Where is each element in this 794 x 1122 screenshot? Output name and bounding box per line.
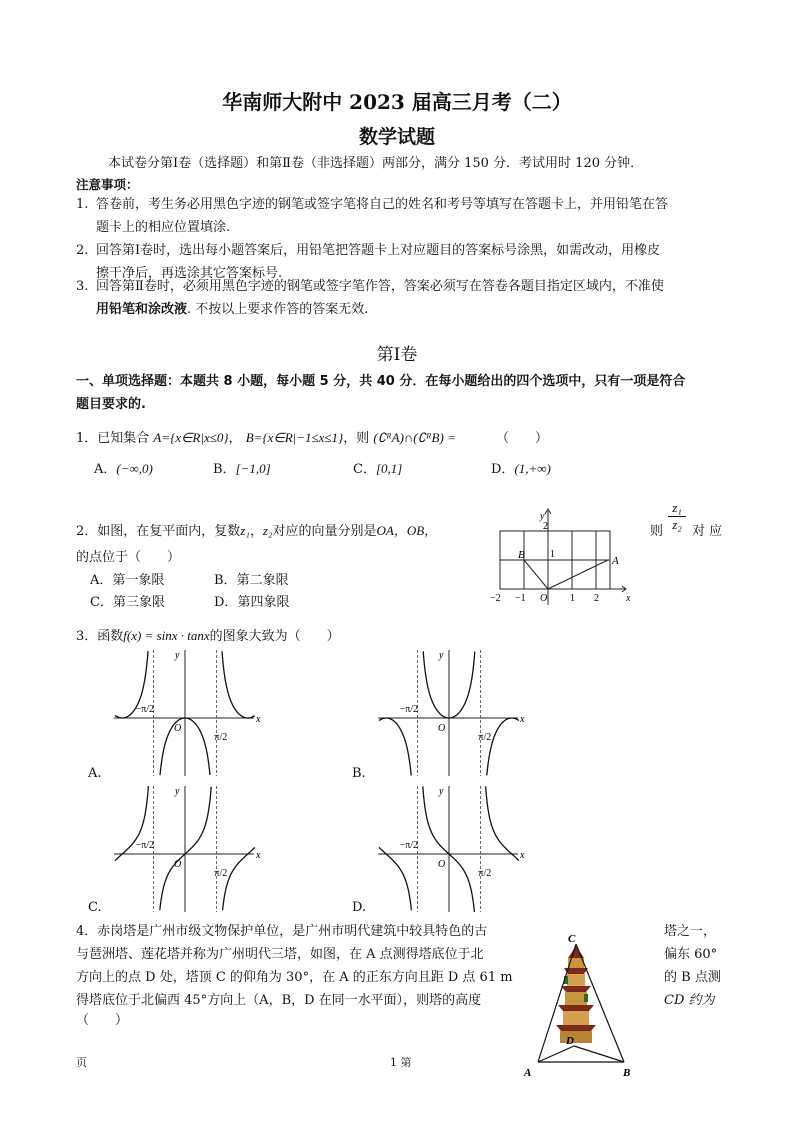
pagoda-icon bbox=[556, 946, 596, 1043]
q4-line1-tail: 塔之一， bbox=[664, 924, 717, 939]
notice-num: 2. bbox=[76, 243, 89, 258]
notice-num: 1. bbox=[76, 197, 89, 212]
vector-ob bbox=[524, 560, 548, 589]
y-axis-label: y bbox=[439, 650, 444, 661]
neg-pi-half-label: −π/2 bbox=[135, 704, 155, 715]
option-d[interactable] bbox=[214, 591, 289, 610]
option-value: 第二象限 bbox=[236, 573, 289, 588]
question-text: 的图象大致为（ ） bbox=[209, 629, 340, 644]
point-c-label: C bbox=[568, 933, 576, 945]
x-axis-label: x bbox=[626, 593, 631, 604]
tick-neg1: −1 bbox=[515, 593, 526, 604]
option-value: (−∞,0) bbox=[116, 461, 153, 476]
function-curve bbox=[379, 718, 411, 776]
q4-line1: 4．赤岗塔是广州市级文物保护单位，是广州市明代建筑中较具特色的古 bbox=[76, 924, 488, 939]
y-axis-label: y bbox=[175, 786, 180, 797]
x-axis-label: x bbox=[520, 714, 525, 725]
notice-text: 回答第Ⅱ卷时，必须用黑色字迹的钢笔或签字笔作答，答案必须写在答卷各题目指定区域内，不准使 bbox=[96, 279, 664, 294]
ytick-1: 1 bbox=[550, 549, 555, 560]
footer-left: 页 bbox=[76, 1056, 87, 1069]
notice-num: 3. bbox=[76, 279, 89, 294]
origin-label: O bbox=[174, 859, 182, 870]
origin-label: O bbox=[438, 723, 446, 734]
q4-line5: （ ） bbox=[76, 1013, 129, 1028]
q4-line3-tail: 的 B 点测 bbox=[664, 970, 721, 985]
part-title: 第Ⅰ卷 bbox=[376, 345, 418, 365]
q4-line2: 与琶洲塔、莲花塔并称为广州明代三塔，如图，在 A 点测得塔底位于北 bbox=[76, 947, 484, 962]
section-heading-line: 题目要求的. bbox=[76, 397, 146, 412]
pi-half-label: π/2 bbox=[214, 732, 228, 743]
option-label: D． bbox=[491, 462, 515, 477]
option-value: 第四象限 bbox=[237, 595, 290, 610]
notice-text: 答卷前，考生务必用黑色字迹的钢笔或签字笔将自己的姓名和考号等填写在答题卡上，并用铅笔在答 bbox=[96, 197, 669, 212]
option-value: 第一象限 bbox=[112, 573, 165, 588]
fraction-top: z₁ bbox=[672, 500, 682, 515]
option-d[interactable] bbox=[491, 458, 551, 477]
graph-c[interactable] bbox=[110, 784, 260, 914]
tower-figure bbox=[520, 930, 640, 1080]
z1: z₁ bbox=[240, 523, 250, 538]
neg-pi-half-label: −π/2 bbox=[399, 840, 419, 851]
fraction-bottom: z₂ bbox=[668, 516, 686, 533]
separator: ， bbox=[249, 524, 263, 539]
point-b-label: B bbox=[518, 549, 525, 561]
option-label: A． bbox=[94, 462, 117, 477]
pi-half-label: π/2 bbox=[214, 868, 228, 879]
q4-line2-tail: 偏东 60° bbox=[664, 947, 718, 962]
tick-1: 1 bbox=[570, 593, 575, 604]
graph-a[interactable] bbox=[110, 648, 260, 778]
option-value: [−1,0] bbox=[235, 461, 271, 476]
fraction bbox=[668, 500, 686, 533]
option-c[interactable] bbox=[90, 591, 165, 610]
option-value: 第三象限 bbox=[112, 595, 165, 610]
ytick-2: 2 bbox=[543, 521, 548, 532]
y-axis-label: y bbox=[540, 511, 545, 522]
complex-plane-figure bbox=[488, 505, 638, 605]
notice-item-1 bbox=[76, 193, 726, 239]
vectors: OA，OB， bbox=[376, 523, 438, 538]
question-2 bbox=[76, 520, 496, 539]
function-curve bbox=[223, 847, 255, 910]
x-axis-label: x bbox=[520, 850, 525, 861]
pi-half-label: π/2 bbox=[478, 868, 492, 879]
graph-d[interactable] bbox=[374, 784, 524, 914]
notice-heading: 注意事项： bbox=[76, 177, 139, 192]
exam-intro: 本试卷分第Ⅰ卷（选择题）和第Ⅱ卷（非选择题）两部分，满分 150 分．考试用时 120 分钟． bbox=[108, 156, 644, 171]
question-text: ，则 bbox=[343, 431, 370, 446]
origin-label: O bbox=[174, 723, 182, 734]
point-a-label: A bbox=[524, 1067, 532, 1079]
y-axis-label: y bbox=[439, 786, 444, 797]
tick-neg2: −2 bbox=[490, 593, 501, 604]
question-1: 1．已知集合 A={x∈R|x≤0}， B={x∈R|−1≤x≤1}，则 (∁ᴿA)∩(∁ᴿB) = （ ） bbox=[76, 427, 726, 446]
point-b-label: B bbox=[623, 1067, 631, 1079]
q4-line3: 方向上的点 D 处，塔顶 C 的仰角为 30°，在 A 的正东方向且距 D 点 61 m bbox=[76, 970, 513, 985]
option-label: B． bbox=[214, 573, 237, 588]
neg-pi-half-label: −π/2 bbox=[399, 704, 419, 715]
origin-label: O bbox=[540, 593, 548, 604]
function-expression: f(x) = sinx · tanx bbox=[123, 628, 210, 643]
q4-line4: 得塔底位于北偏西 45°方向上（A，B，D 在同一水平面），则塔的高度 bbox=[76, 993, 482, 1008]
notice-text: 擦干净后，再选涂其它答案标号. bbox=[96, 266, 283, 281]
question-text: 2．如图，在复平面内，复数 bbox=[76, 524, 241, 539]
pi-half-label: π/2 bbox=[478, 732, 492, 743]
option-label: A． bbox=[90, 573, 113, 588]
exam-subtitle: 数学试题 bbox=[358, 126, 435, 148]
option-label: C． bbox=[353, 462, 376, 477]
graph-b[interactable] bbox=[374, 648, 524, 778]
option-b[interactable] bbox=[214, 569, 289, 588]
answer-blank: （ ） bbox=[496, 431, 549, 446]
option-label: D． bbox=[214, 595, 238, 610]
graph-c-label[interactable]: C. bbox=[88, 900, 102, 915]
option-value: (1,+∞) bbox=[514, 461, 551, 476]
point-d-label: D bbox=[566, 1035, 574, 1047]
question-3 bbox=[76, 625, 340, 644]
vector-oa bbox=[548, 560, 608, 589]
set-a: A={x∈R|x≤0} bbox=[153, 430, 229, 445]
q2-tail: 对 应 bbox=[692, 524, 723, 539]
set-expression: (∁ᴿA)∩(∁ᴿB) = bbox=[373, 430, 456, 445]
neg-pi-half-label: −π/2 bbox=[135, 840, 155, 851]
notice-item-3 bbox=[76, 275, 726, 321]
notice-bold-text: 用铅笔和涂改液 bbox=[96, 302, 188, 317]
footer-page: 1 第 bbox=[390, 1056, 412, 1069]
option-label: C． bbox=[90, 595, 113, 610]
origin-label: O bbox=[438, 859, 446, 870]
x-axis-label: x bbox=[256, 850, 261, 861]
graph-a-label[interactable]: A. bbox=[88, 766, 102, 781]
function-curve bbox=[379, 847, 411, 910]
point-a-label: A bbox=[612, 555, 619, 567]
graph-d-label[interactable]: D. bbox=[352, 900, 367, 915]
section-heading-line: 一、单项选择题：本题共 8 小题，每小题 5 分，共 40 分．在每小题给出的四个选项中，只有一项是符合 bbox=[76, 374, 686, 389]
graph-b-label[interactable]: B. bbox=[352, 766, 366, 781]
option-a[interactable] bbox=[90, 569, 164, 588]
set-b: B={x∈R|−1≤x≤1} bbox=[245, 430, 344, 445]
notice-text: . 不按以上要求作答的答案无效. bbox=[187, 302, 369, 317]
q2-line2: 的点位于（ ） bbox=[76, 550, 181, 565]
option-b[interactable] bbox=[213, 458, 271, 477]
question-1-options bbox=[76, 458, 726, 478]
option-value: [0,1] bbox=[375, 461, 403, 476]
question-text: 3．函数 bbox=[76, 629, 124, 644]
section-heading bbox=[76, 370, 726, 416]
question-text: 对应的向量分别是 bbox=[272, 524, 377, 539]
option-a[interactable] bbox=[94, 458, 153, 477]
option-c[interactable] bbox=[353, 458, 402, 477]
function-curve bbox=[487, 718, 519, 775]
question-2-options bbox=[76, 569, 336, 613]
exam-title: 华南师大附中 2023 届高三月考（二） bbox=[222, 90, 572, 114]
notice-text: 题卡上的相应位置填涂. bbox=[96, 220, 231, 235]
option-label: B． bbox=[213, 462, 236, 477]
y-axis-label: y bbox=[175, 650, 180, 661]
function-curve bbox=[486, 786, 519, 860]
q4-line4-tail: CD 约为 bbox=[664, 993, 715, 1008]
x-axis-label: x bbox=[256, 714, 261, 725]
function-curve bbox=[222, 651, 255, 718]
notice-text: 回答第Ⅰ卷时，选出每小题答案后，用铅笔把答题卡上对应题目的答案标号涂黑，如需改动，用橡皮 bbox=[96, 243, 661, 258]
q2-then: 则 bbox=[650, 524, 664, 539]
question-text: 1．已知集合 bbox=[76, 431, 150, 446]
tick-2: 2 bbox=[594, 593, 599, 604]
z2: z₂ bbox=[262, 523, 273, 538]
